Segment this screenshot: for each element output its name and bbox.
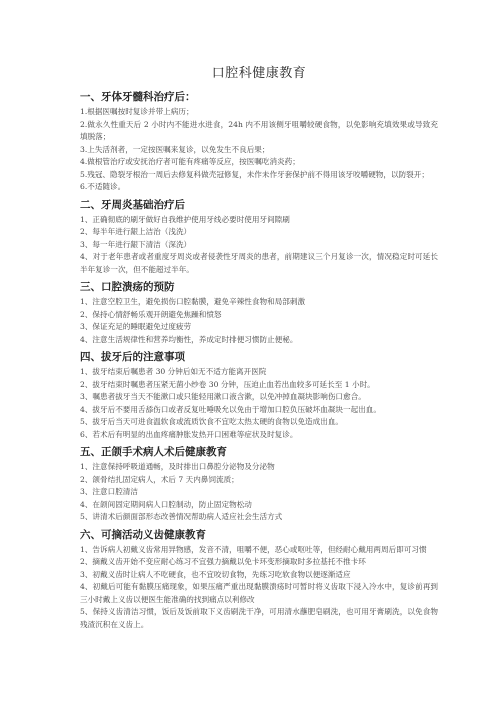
list-item: 2、拔牙结束时嘱患者压紧无菌小纱卷 30 分钟，压迫止血若出血较多可延长至 1 小时。 bbox=[80, 379, 375, 389]
section-extraction bbox=[80, 350, 438, 441]
list-item: 1、注意保持呼吸道通畅，及时排出口鼻腔分泌物及分泌物 bbox=[80, 462, 275, 471]
section-heading: 三、口腔溃疡的预防 bbox=[80, 281, 175, 293]
document-title: 口腔科健康教育 bbox=[211, 66, 307, 81]
list-item: 4、对于老年患者或者重度牙周炎或者侵袭性牙周炎的患者，前期建议三个月复诊一次，情况稳定时可延长半年复诊一次，但不能超过半年。 bbox=[80, 252, 438, 274]
list-item: 1、注意空腔卫生，避免损伤口腔黏膜，避免辛辣性食物和局部刺激 bbox=[80, 297, 306, 306]
section-heading: 六、可摘活动义齿健康教育 bbox=[80, 528, 206, 541]
list-item: 1.根据医嘱按时复诊并带上病历； bbox=[80, 107, 194, 116]
list-item: 4、在颌间固定期间病人口腔制动，防止固定物松动 bbox=[80, 499, 252, 509]
list-item: 5、拔牙后当天可进食温软食或流质饮食不宜吃太热太硬的食物以免造成出血。 bbox=[80, 417, 344, 426]
list-item: 2、每半年进行龈上洁治（浅洗） bbox=[80, 227, 192, 236]
list-item: 3、初戴义齿时让病人不吃硬食，也不宜咬切食物，先练习吃软食物以便逐渐适应 bbox=[80, 569, 351, 579]
section-heading: 二、牙周炎基础治疗后 bbox=[80, 198, 185, 211]
list-item: 3、保证充足的睡眠避免过度疲劳 bbox=[80, 322, 192, 331]
section-dental-pulp bbox=[80, 90, 438, 194]
section-heading: 一、牙体牙髓科治疗后： bbox=[80, 91, 196, 103]
list-item: 4.做根管治疗或安抚治疗者可能有疼痛等反应，按医嘱吃消炎药； bbox=[80, 157, 300, 166]
list-item: 6.不适随诊。 bbox=[80, 182, 126, 191]
list-item: 4、初戴后可能有黏膜压痛现象，如果压痛严重出现黏膜溃疡时可暂时将义齿取下浸入冷水中，复诊前再到三小时戴上义齿以便医生能准确的找到痛点以利修改 bbox=[80, 582, 438, 604]
list-item: 6、若术后有明显的出血疼痛肿胀发热开口困难等症状及时复诊。 bbox=[80, 429, 298, 439]
list-item: 4、注意生活规律性和营养均衡性，养成定时排便习惯防止便秘。 bbox=[80, 334, 298, 344]
section-heading: 五、正颌手术病人术后健康教育 bbox=[80, 446, 227, 458]
section-ulcer-prevention bbox=[80, 280, 438, 346]
list-item: 1、告诉病人初戴义齿常用异物感，发音不清，咀嚼不便，恶心或呕吐等，但经耐心戴用两周后即可习惯 bbox=[80, 544, 427, 554]
list-item: 3、注意口腔清洁 bbox=[80, 487, 138, 496]
section-periodontitis bbox=[80, 198, 438, 277]
list-item: 2、摘戴义齿开始不变应耐心练习不宜强力摘戴以免卡环变形摘取时多拉基托不推卡环 bbox=[80, 557, 366, 566]
list-item: 5.残冠、隐裂牙根治一周后去修复科做壳冠修复，未作未作牙套保护前不得用该牙咬嚼硬物，以防裂开； bbox=[80, 169, 429, 179]
section-removable-denture bbox=[80, 528, 438, 632]
list-item: 3、每一年进行龈下清洁（深洗） bbox=[80, 239, 192, 249]
section-heading: 四、拔牙后的注意事项 bbox=[80, 351, 185, 363]
list-item: 1、拔牙结束后嘱患者 30 分钟后如无不适方能离开医院 bbox=[80, 367, 267, 376]
list-item: 5、保持义齿清洁习惯，饭后及饭前取下义齿刷洗干净，可用清水蘸肥皂刷洗，也可用牙膏刷洗，以免食物残渣沉积在义齿上。 bbox=[80, 607, 438, 629]
list-item: 2、颌骨结扎固定病人，术后 7 天内鼻饲流质； bbox=[80, 474, 239, 484]
list-item: 3.上失活剂者，一定按医嘱来复诊，以免发生不良后果； bbox=[80, 144, 270, 154]
list-item: 1、正确彻底的刷牙做好自我维护使用牙线必要时使用牙间隙刷 bbox=[80, 214, 290, 224]
list-item: 2.做永久性重天后 2 小时内不能进水进食，24h 内不用该侧牙咀嚼较硬食物，以免影响充填效果或导致充填脱落； bbox=[80, 119, 438, 141]
list-item: 2、保持心情舒畅乐观开朗避免焦躁和愤怒 bbox=[80, 309, 222, 319]
list-item: 5、讲清术后颜面部形态改善情况帮助病人适应社会生活方式 bbox=[80, 512, 283, 521]
list-item: 4、拔牙后不要用舌舔伤口或者反复吐唾吸允以免由于增加口腔负压破坏血凝块一起出血。 bbox=[80, 404, 381, 414]
list-item: 3、嘱患者拔牙当天不能漱口或只能轻用漱口液含漱，以免冲掉血凝块影响伤口愈合。 bbox=[80, 392, 366, 401]
section-orthognathic bbox=[80, 445, 438, 524]
